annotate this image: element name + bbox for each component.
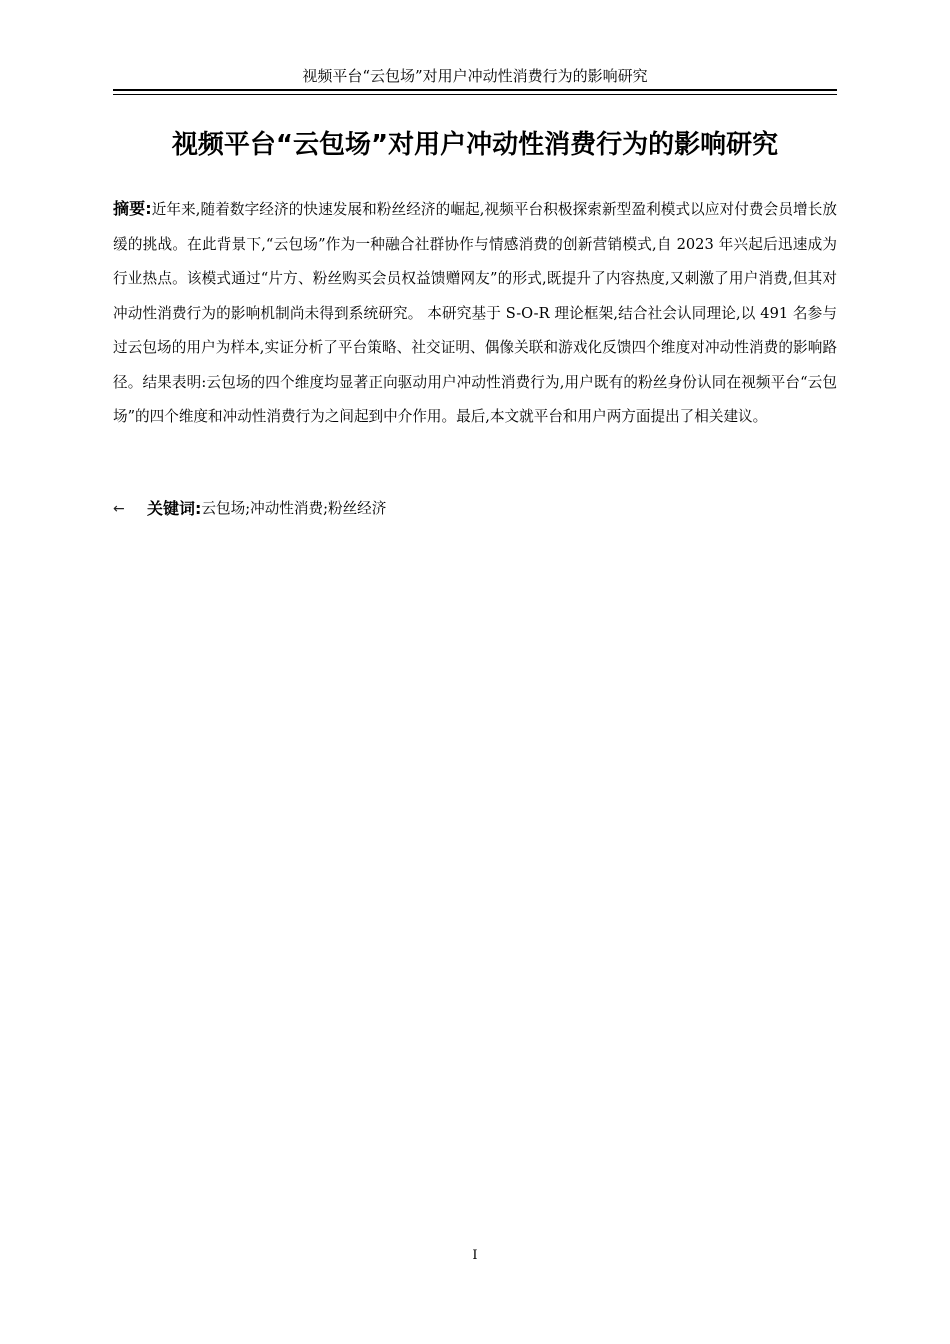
header-rule-thick xyxy=(113,89,837,91)
abstract-text: 近年来,随着数字经济的快速发展和粉丝经济的崛起,视频平台积极探索新型盈利模式以应对付费会员增长放缓的挑战。在此背景下,“云包场”作为一种融合社群协作与情感消费的创新营销模式,自 2023 年兴起后迅速成为行业热点。该模式通过“片方、粉丝购买会员权益馈赠网友”的形式,既提升了内容热度,又刺激了用户消费,但其对冲动性消费行为的影响机制尚未得到系统研究。 本研究基于 S-O-R 理论框架,结合社会认同理论,以 491 名参与过云包场的用户为样本,实证分析了平台策略、社交证明、偶像关联和游戏化反馈四个维度对冲动性消费的影响路径。结果表明:云包场的四个维度均显著正向驱动用户冲动性消费行为,用户既有的粉丝身份认同在视频平台“云包场”的四个维度和冲动性消费行为之间起到中介作用。最后,本文就平台和用户两方面提出了相关建议。 xyxy=(113,201,837,425)
abstract-label: 摘要: xyxy=(113,199,152,218)
page-number: I xyxy=(472,1248,478,1263)
return-arrow-icon: ← xyxy=(113,501,125,517)
document-title: 视频平台“云包场”对用户冲动性消费行为的影响研究 xyxy=(171,130,779,160)
header-rule-thin xyxy=(113,94,837,95)
abstract-paragraph xyxy=(113,192,837,435)
running-header: 视频平台“云包场”对用户冲动性消费行为的影响研究 xyxy=(302,67,648,85)
keywords-label: 关键词: xyxy=(147,499,202,518)
keywords-text: 云包场;冲动性消费;粉丝经济 xyxy=(201,500,387,517)
keywords-line xyxy=(113,496,837,522)
